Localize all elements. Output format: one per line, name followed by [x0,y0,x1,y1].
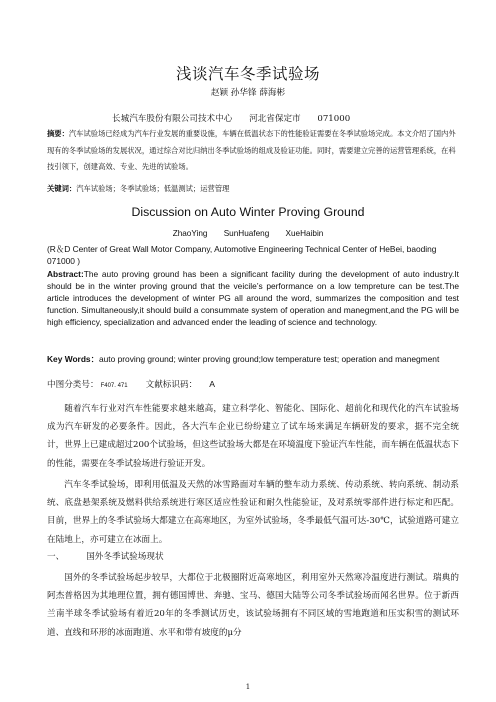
section-title: 国外冬季试验场现状 [86,552,164,562]
author-en-1: ZhaoYing [172,229,208,238]
author-en-2: SunHuafeng [223,229,270,238]
abstract-text-en: The auto proving ground has been a significant facility during the development of auto industry.It should be in the winter proving ground that the veicile’s performance on a low tempreture can be test.The article introduces the development of winter PG all around the word, summarizes the composition and test function. Simultaneously,it should build a consummate system of operation and manegment,and the PG will be high efficiency, specialization and advanced ender the leading of science and technology. [47,269,459,327]
doc-code-label: 文献标识码： [145,380,198,390]
classification-line [47,378,215,390]
abstract-en [47,268,459,328]
author-en-3: XueHaibin [285,229,324,238]
keywords-en [47,353,459,365]
clc-label: 中图分类号： [47,380,99,390]
body-paragraph-3: 国外的冬季试验场起步较早，大都位于北极圈附近高寒地区，利用室外天然寒冷温度进行测试。瑞典的阿杰普格因为其地理位置，拥有德国博世、奔驰、宝马、德国大陆等公司冬季试验场而闻名世界。位于新西兰南半球冬季试验场有着近20年的冬季测试历史，该试验场拥有不同区域的雪地跑道和压实积雪的测试环道、直线和环形的冰面跑道、水平和带有坡度的μ分 [47,573,459,638]
abstract-label-en: Abstract: [47,269,84,279]
section-number: 一、 [47,552,65,562]
affiliation-location-cn: 河北省保定市 [249,114,301,124]
affiliation-en: (R＆D Center of Great Wall Motor Company, Automotive Engineering Technical Center of HeBei, baoding 071000 ) [47,244,437,267]
keywords-text-en: auto proving ground; winter proving ground;low temperature test; operation and manegment [98,354,440,364]
authors-cn: 赵颖 孙华锋 薛海彬 [210,88,286,98]
affiliation-postcode-cn: 071000 [317,114,351,124]
clc-code: F407. 471 [100,383,128,389]
body-paragraph-2: 汽车冬季试验场，即利用低温及天然的冰雪路面对车辆的整车动力系统、传动系统、转向系统、制动系统、底盘悬架系统及燃料供给系统进行寒区适应性验证和耐久性能验证，及对系统零部件进行标定和匹配。目前，世界上的冬季试验场大都建立在高寒地区，为室外试验场，冬季最低气温可达-30℃，试验道路可建立在陆地上，亦可建立在冰面上。 [47,480,459,545]
affiliation-cn [112,112,364,124]
keywords-label-cn: 关键词： [47,184,77,193]
abstract-text-cn: 汽车试验场已经成为汽车行业发展的重要设施，车辆在低温状态下的性能验证需要在冬季试验场完成。本文介绍了国内外现有的冬季试验场的发展状况，通过综合对比归纳出冬季试验场的组成及验证功能。同时，需要建立完善的运营管理系统，在科技引领下，创建高效、专业、先进的试验场。 [47,129,456,171]
doc-code: A [209,379,215,389]
keywords-label-en: Key Words： [47,354,99,364]
page-number: 1 [245,683,251,691]
body-paragraph-1: 随着汽车行业对汽车性能要求越来越高，建立科学化、智能化、国际化、超前化和现代化的汽车试验场成为汽车研发的必要条件。因此，各大汽车企业已纷纷建立了试车场来满足车辆研发的要求，据不完全统计，世界上已建成超过200个试验场，但这些试验场大都是在环境温度下验证汽车性能，而车辆在低温状态下的性能，需要在冬季试验场进行验证开发。 [47,404,459,469]
abstract-cn [47,126,459,176]
paper-title-cn: 浅谈汽车冬季试验场 [175,65,320,83]
affiliation-org-cn: 长城汽车股份有限公司技术中心 [112,114,233,124]
keywords-text-cn: 汽车试验场；冬季试验场；低温测试；运营管理 [76,184,230,193]
keywords-cn [47,183,459,195]
section-heading-1 [47,550,164,562]
abstract-label-cn: 摘要： [47,129,69,138]
paper-title-en: Discussion on Auto Winter Proving Ground [131,205,365,219]
authors-en [0,229,496,238]
